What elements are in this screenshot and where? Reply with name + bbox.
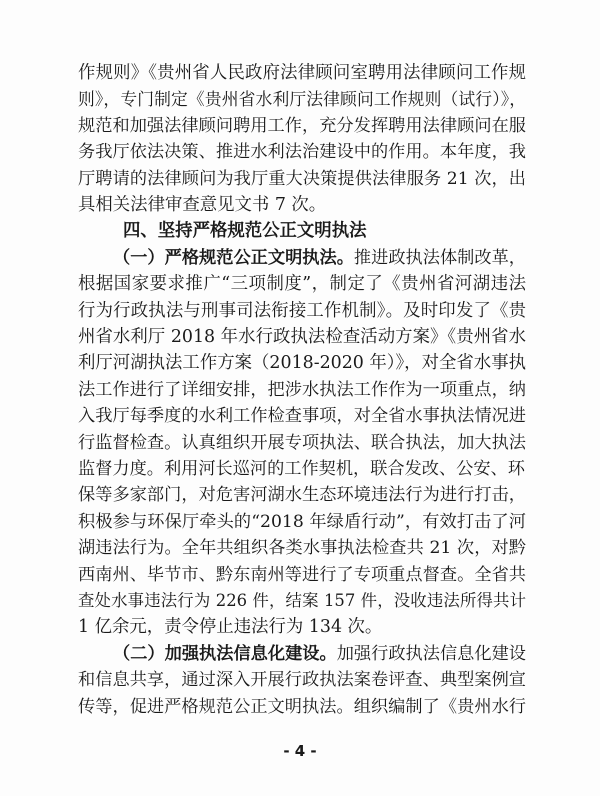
subsection-1-line-6: 法工作进行了详细安排，把涉水执法工作作为一项重点，纳 [78, 379, 526, 400]
subsection-1-line-15: 1 亿余元，责令停止违法行为 134 次。 [78, 617, 383, 638]
subsection-1-line-7: 入我厅每季度的水利工作检查事项，对全省水事执法情况进 [78, 406, 526, 427]
subsection-1-line-13: 西南州、毕节市、黔东南州等进行了专项重点督查。全省共 [78, 564, 526, 585]
subsection-1-line-3: 行为行政执法与刑事司法衔接工作机制》。及时印发了《贵 [78, 300, 526, 321]
subsection-1-first-line-text: 推进政执法体制改革， [353, 247, 526, 268]
paragraph-1-line-5: 厅聘请的法律顾问为我厅重大决策提供法律服务 21 次，出 [78, 168, 526, 189]
paragraph-1-line-2: 则》，专门制定《贵州省水利厅法律顾问工作规则（试行）》， [78, 89, 526, 110]
subsection-1-heading: （一）严格规范公正文明执法。 [113, 247, 354, 268]
paragraph-1-line-1: 作规则》《贵州省人民政府法律顾问室聘用法律顾问工作规 [78, 63, 526, 83]
subsection-1-line-9: 监督力度。利用河长巡河的工作契机，联合发改、公安、环 [78, 459, 525, 479]
subsection-1-line-8: 行监督检查。认真组织开展专项执法、联合执法，加大执法 [78, 432, 526, 453]
subsection-2-line-2: 和信息共享，通过深入开展行政执法案卷评查、典型案例宣 [78, 670, 526, 691]
subsection-1-line-5: 利厅河湖执法工作方案（2018-2020 年）》，对全省水事执 [78, 353, 526, 374]
subsection-2-line-3: 传等，促进严格规范公正文明执法。组织编制了《贵州水行 [78, 696, 526, 717]
subsection-1-line-10: 保等多家部门，对危害河湖水生态环境违法行为进行打击， [78, 485, 526, 506]
subsection-2-heading: （二）加强执法信息化建设。 [113, 643, 337, 664]
paragraph-1-line-6: 具相关法律审查意见文书 7 次。 [78, 195, 327, 215]
section-heading: 四、坚持严格规范公正文明执法 [123, 221, 367, 242]
page-number: - 4 - [283, 742, 317, 760]
subsection-1-line-11: 积极参与环保厅牵头的“2018 年绿盾行动”，有效打击了河 [78, 511, 526, 532]
subsection-2-first-line-text: 加强行政执法信息化建设 [336, 643, 526, 664]
subsection-1-line-4: 州省水利厅 2018 年水行政执法检查活动方案》《贵州省水 [78, 327, 526, 347]
subsection-1-line-2: 根据国家要求推广“三项制度”，制定了《贵州省河湖违法 [78, 274, 526, 295]
paragraph-1-line-4: 务我厅依法决策、推进水利法治建设中的作用。本年度，我 [78, 142, 526, 163]
subsection-1-line-12: 湖违法行为。全年共组织各类水事执法检查共 21 次，对黔 [78, 538, 526, 559]
subsection-1-line-14: 查处水事违法行为 226 件，结案 157 件，没收违法所得共计 [78, 591, 526, 610]
paragraph-1-line-3: 规范和加强法律顾问聘用工作，充分发挥聘用法律顾问在服 [78, 115, 526, 136]
